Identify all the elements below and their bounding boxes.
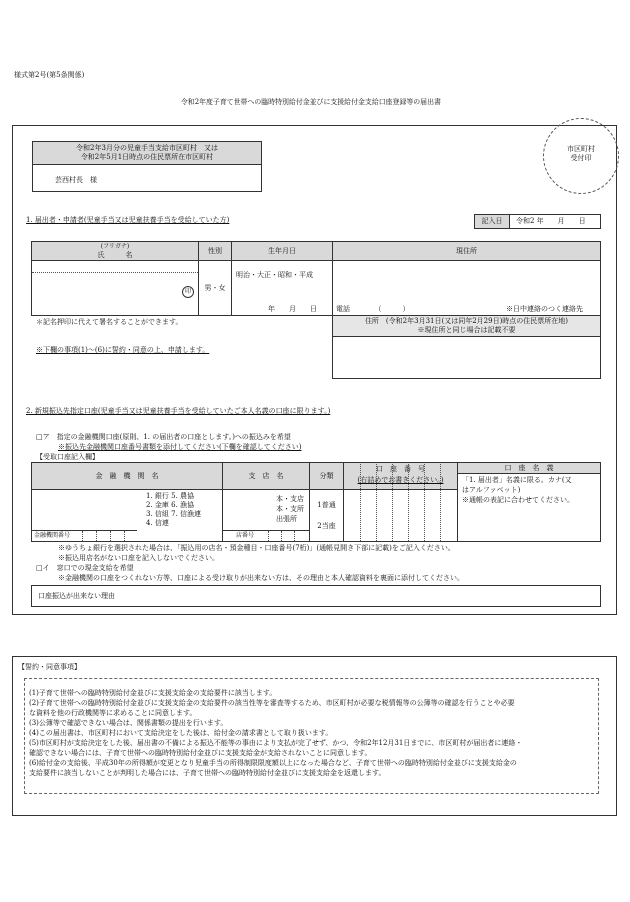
recipient-line1: 令和2年3月分の児童手当支給市区町村 又は [76,144,218,152]
residence-label: 住所 (令和2年3月31日(又は同年2月29日)時点の住民票所在地) [364,317,569,325]
pledge-item: 確認できない場合には、子育て世帯への臨時特別給付金並びに支援支給金が支給されないことに同意します。 [29,749,372,757]
bank-name-input[interactable] [32,490,138,530]
account-number-label: 口 座 番 号 [376,465,425,473]
bank-type-4[interactable]: 4. 信連 [146,519,169,527]
holder-header-line [458,473,601,474]
form-title: 令和2年度子育て世帯への臨時特別給付金並びに支援給付金支給口座登録等の届出書 [180,98,441,106]
furigana-label: (フリガナ) [100,243,130,250]
pledge-item: (1)子育て世帯への臨時特別給付金並びに支援支給金の支給要件に該当します。 [29,689,277,697]
bank-code-label: 金融機関番号 [34,532,71,539]
date-value-cell[interactable] [509,214,601,229]
holder-note2: はアルファベット) [462,486,521,494]
branch-type-3[interactable]: 出張所 [276,515,297,523]
no-branch-note: ※振込用店名がない口座を記入しないでください。 [58,554,219,562]
date-label-cell [474,214,510,229]
stamp-line1: 市区町村 [567,145,595,153]
account-number-input[interactable] [344,490,457,541]
furigana-input[interactable] [32,261,198,272]
date-label: 記入日 [481,217,503,225]
recipient-line2: 令和2年5月1日時点の住民票所在市区町村 [80,153,214,161]
dob-label: 生年月日 [268,247,296,255]
pledge-item: (4)この届出書は、市区町村において支給決定をした後は、給付金の請求書として取り扱います。 [29,729,333,737]
dob-ymd[interactable]: 年 月 日 [268,305,317,313]
residence-note: ※現住所と同じ場合は記載不要 [417,326,516,334]
phone-label[interactable]: 電話 （ ） [336,305,410,313]
dob-eras[interactable]: 明治・大正・昭和・平成 [236,271,313,279]
current-address-input[interactable] [333,261,600,303]
form-code: 様式第2号(第5条関係) [14,71,85,79]
bank-type-3[interactable]: 3. 信組 7. 信漁連 [146,510,202,518]
pledge-item: な資料を他の行政機関等に求めることに同意します。 [29,709,197,717]
residence-input[interactable] [333,337,600,378]
pledge-item: (2)子育て世帯への臨時特別給付金並びに支援支給金の支給要件の該当性等を審査等するため、市区町村が必要な税情報等の公簿等の確認を行うことや必要 [29,699,515,707]
receive-account-label: 【受取口座記入欄】 [36,453,99,461]
option-a-note: ※振込先金融機関口座番号書類を添付してください(下欄を確認してください) [58,443,302,451]
date-value: 令和2 年 月 日 [516,217,586,225]
option-a-checkbox[interactable]: □ア 指定の金融機関口座(原則、1. の届出者の口座とします。)への振込みを希望 [36,433,291,441]
holder-input[interactable] [458,506,600,541]
recipient-address: 芸西村長 様 [55,176,97,184]
bank-name-label: 金 融 機 関 名 [95,472,159,480]
sex-label: 性別 [208,247,222,255]
bank-type-1[interactable]: 1. 銀行 5. 農協 [146,492,195,500]
phone-note: ※日中連絡のつく連絡先 [506,305,583,313]
yucho-note: ※ゆうちょ銀行を選択された場合は、「振込用の店名・預金種目・口座番号(7桁)」(通帳見開き下部に記載)をご記入ください。 [58,544,455,552]
acct-type-2[interactable]: 2当座 [317,522,336,530]
holder-note3: ※通帳の表記に合わせてください。 [462,496,574,504]
branch-code-label: 店番号 [236,532,255,539]
section2-heading: 2. 新規振込先指定口座(児童手当又は児童扶養手当を受給していたご本人名義の口座に限ります。) [26,407,331,415]
branch-name-label: 支 店 名 [248,472,284,480]
acct-type-1[interactable]: 1普通 [317,501,336,509]
name-label: 氏 名 [97,251,133,259]
reason-box[interactable] [31,585,601,607]
account-number-note: (右詰めでお書きください。) [357,476,444,484]
reception-stamp-circle [543,118,619,194]
holder-label: 口 座 名 義 [504,464,554,472]
option-b-checkbox[interactable]: □イ 窓口での現金支給を希望 [36,564,134,572]
pledge-item: 支給要件に該当しないことが判明した場合には、子育て世帯への臨時特別給付金並びに支援支給金を返還します。 [29,769,386,777]
type-label: 分類 [319,472,334,480]
branch-code-input[interactable] [269,531,309,541]
seal-icon: 印 [182,286,194,298]
bank-type-2[interactable]: 2. 金庫 6. 漁協 [146,501,195,509]
holder-note1: 「1. 届出者」名義に限る。カナ(又 [462,476,572,484]
stamp-line2: 受付印 [570,154,592,162]
pledge-item: (5)市区町村が支給決定をした後、届出書の不備による振込不能等の事由により支払が完了せず、かつ、令和2年12月31日までに、市区町村が届出者に連絡・ [29,739,523,747]
section1-heading: 1. 届出者・申請者(児童手当又は児童扶養手当を受給していた方) [26,216,230,224]
pledge-note: ※下欄の事項(1)～(6)に誓約・同意の上、申請します。 [36,346,210,354]
pledge-box [24,678,599,794]
reason-label: 口座振込が出来ない理由 [38,592,115,600]
pledge-item: (6)給付金の支給後、平成30年の所得額が変更となり児童手当の所得制限限度額以上になった場合など、子育て世帯への臨時特別給付金並びに支援支給金の [29,759,517,767]
recipient-header [32,141,262,165]
branch-name-input[interactable] [223,490,273,530]
address-label: 現住所 [456,247,477,255]
pledge-item: (3)公簿等で確認できない場合は、関係書類の提出を行います。 [29,719,228,727]
sex-value[interactable]: 男・女 [204,284,226,292]
bank-code-input[interactable] [83,531,137,541]
option-b-note: ※金融機関の口座をつくれない方等、口座による受け取りが出来ない方は、その理由と本人確認資料を裏面に添付してください。 [58,574,464,582]
pledge-heading: 【誓約・同意事項】 [18,663,81,671]
branch-type-2[interactable]: 本・支所 [276,505,304,513]
recipient-box [32,164,262,192]
name-input[interactable] [32,273,198,315]
branch-type-1[interactable]: 本・支店 [276,495,304,503]
sign-note: ＊記名押印に代えて署名することができます。 [36,318,183,326]
